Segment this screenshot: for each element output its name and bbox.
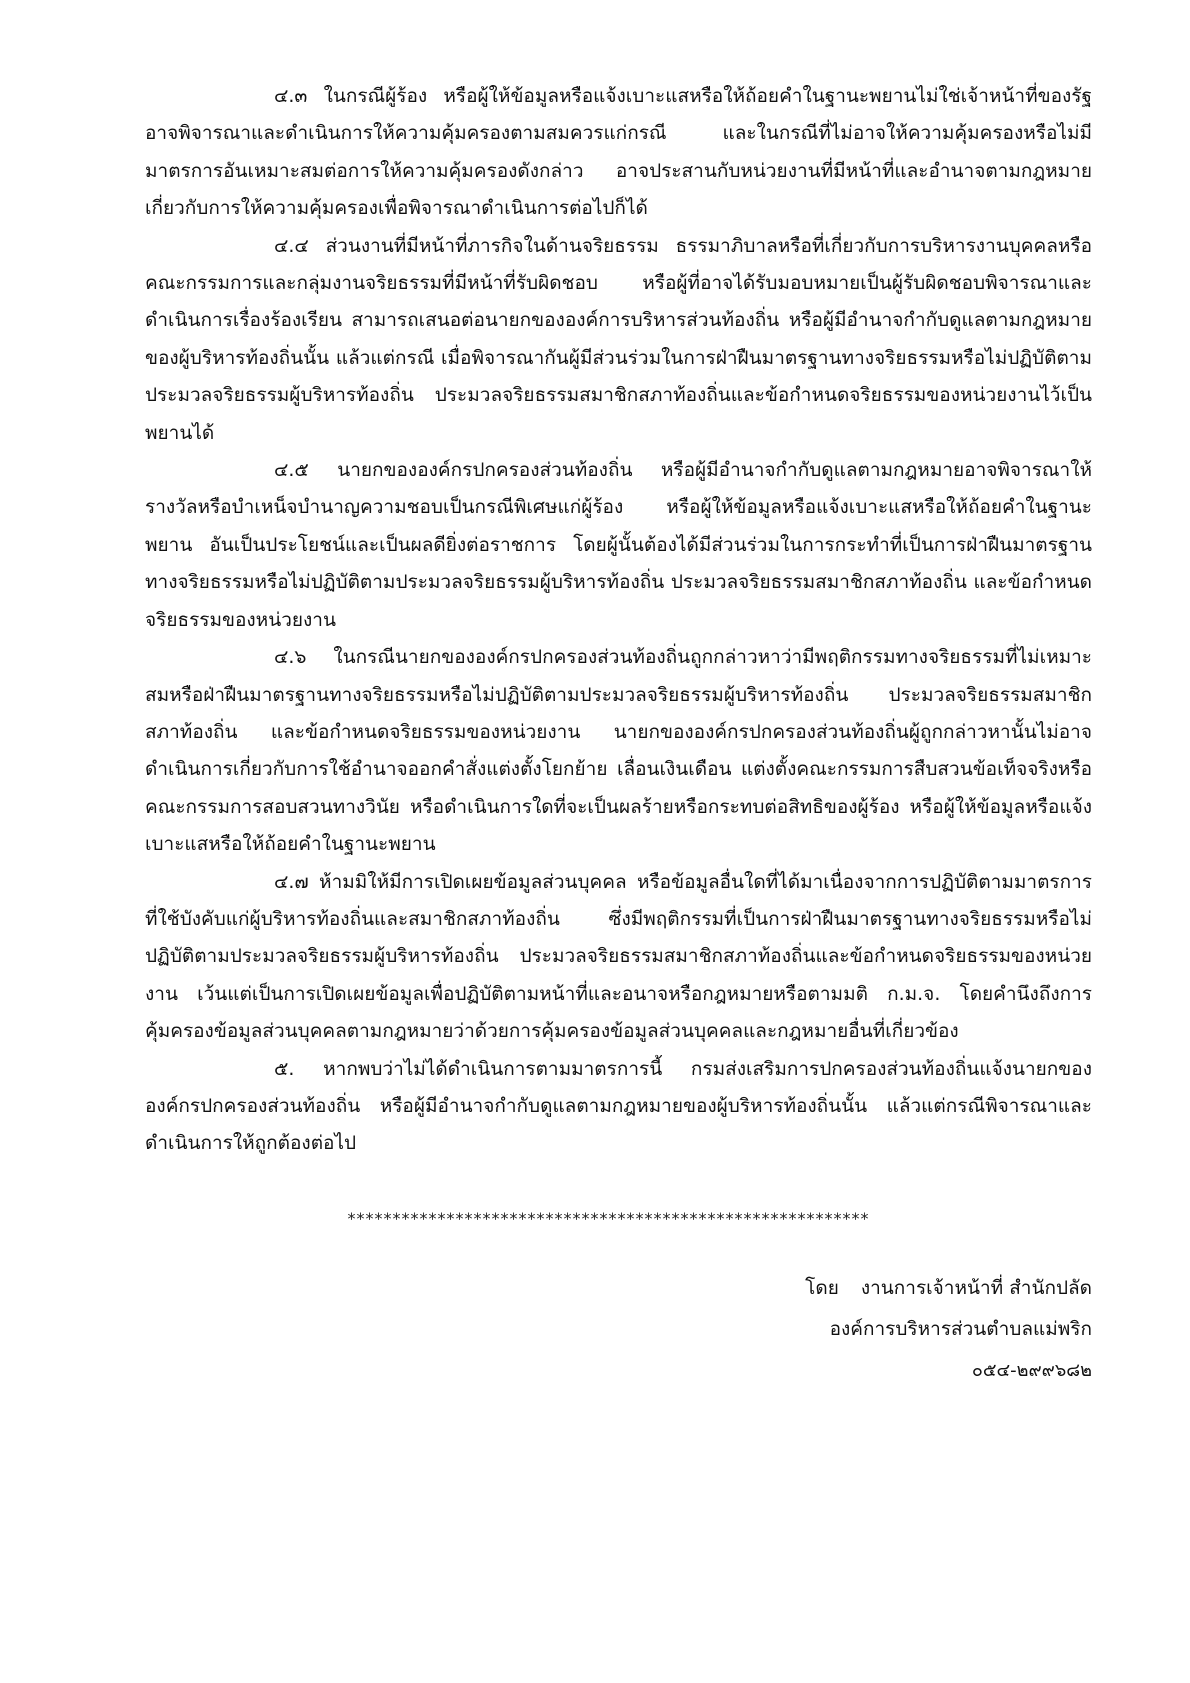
by-label: โดย: [805, 1276, 839, 1299]
paragraph-4-3: ๔.๓ ในกรณีผู้ร้อง หรือผู้ให้ข้อมูลหรือแจ้งเบาะแสหรือให้ถ้อยคำในฐานะพยานไม่ใช่เจ้าหน้าที่ของรัฐ อาจพิจารณาและดำเนินการให้ความคุ้มครองตามสมควรแก่กรณี และในกรณีที่ไม่อาจให้ความคุ้มครองหรือไม่มีมาตรการอันเหมาะสมต่อการให้ความคุ้มครองดังกล่าว อาจประสานกับหน่วยงานที่มีหน้าที่และอำนาจตามกฎหมายเกี่ยวกับการให้ความคุ้มครองเพื่อพิจารณาดำเนินการต่อไปก็ได้: [145, 85, 1092, 220]
document-page: [145, 78, 1092, 1391]
department-name: งานการเจ้าหน้าที่ สำนักปลัด: [860, 1276, 1092, 1299]
signature-block: [145, 1268, 1092, 1391]
paragraph-4-7: ๔.๗ ห้ามมิให้มีการเปิดเผยข้อมูลส่วนบุคคล หรือข้อมูลอื่นใดที่ได้มาเนื่องจากการปฏิบัติตามมาตรการที่ใช้บังคับแก่ผู้บริหารท้องถิ่นและสมาชิกสภาท้องถิ่น ซึ่งมีพฤติกรรมที่เป็นการฝ่าฝืนมาตรฐานทางจริยธรรมหรือไม่ปฏิบัติตามประมวลจริยธรรมผู้บริหารท้องถิ่น ประมวลจริยธรรมสมาชิกสภาท้องถิ่นและข้อกำหนดจริยธรรมของหน่วยงาน เว้นแต่เป็นการเปิดเผยข้อมูลเพื่อปฏิบัติตามหน้าที่และอนาจหรือกฎหมายหรือตามมติ ก.ม.จ. โดยคำนึงถึงการคุ้มครองข้อมูลส่วนบุคคลตามกฎหมายว่าด้วยการคุ้มครองข้อมูลส่วนบุคคลและกฎหมายอื่นที่เกี่ยวข้อง: [145, 870, 1092, 1043]
phone-number: ๐๕๔-๒๙๙๖๘๒: [971, 1359, 1092, 1381]
signature-by-line: [145, 1268, 1092, 1309]
paragraph-5: ๕. หากพบว่าไม่ได้ดำเนินการตามมาตรการนี้ กรมส่งเสริมการปกครองส่วนท้องถิ่นแจ้งนายกขององค์กรปกครองส่วนท้องถิ่น หรือผู้มีอำนาจกำกับดูแลตามกฎหมายของผู้บริหารท้องถิ่นนั้น แล้วแต่กรณีพิจารณาและดำเนินการให้ถูกต้องต่อไป: [145, 1057, 1092, 1155]
paragraph-4-5: ๔.๕ นายกขององค์กรปกครองส่วนท้องถิ่น หรือผู้มีอำนาจกำกับดูแลตามกฎหมายอาจพิจารณาให้รางวัลหรือบำเหน็จบำนาญความชอบเป็นกรณีพิเศษแก่ผู้ร้อง หรือผู้ให้ข้อมูลหรือแจ้งเบาะแสหรือให้ถ้อยคำในฐานะพยาน อันเป็นประโยชน์และเป็นผลดียิ่งต่อราชการ โดยผู้นั้นต้องได้มีส่วนร่วมในการกระทำที่เป็นการฝ่าฝืนมาตรฐานทางจริยธรรมหรือไม่ปฏิบัติตามประมวลจริยธรรมผู้บริหารท้องถิ่น ประมวลจริยธรรมสมาชิกสภาท้องถิ่น และข้อกำหนดจริยธรรมของหน่วยงาน: [145, 459, 1092, 631]
separator-line: **********************************************************: [347, 1208, 870, 1228]
organization-name: องค์การบริหารส่วนตำบลแม่พริก: [829, 1317, 1092, 1340]
paragraph-4-4: ๔.๔ ส่วนงานที่มีหน้าที่ภารกิจในด้านจริยธรรม ธรรมาภิบาลหรือที่เกี่ยวกับการบริหารงานบุคคลหรือคณะกรรมการและกลุ่มงานจริยธรรมที่มีหน้าที่รับผิดชอบ หรือผู้ที่อาจได้รับมอบหมายเป็นผู้รับผิดชอบพิจารณาและดำเนินการเรื่องร้องเรียน สามารถเสนอต่อนายกขององค์การบริหารส่วนท้องถิ่น หรือผู้มีอำนาจกำกับดูแลตามกฎหมายของผู้บริหารท้องถิ่นนั้น แล้วแต่กรณี เมื่อพิจารณากันผู้มีส่วนร่วมในการฝ่าฝืนมาตรฐานทางจริยธรรมหรือไม่ปฏิบัติตามประมวลจริยธรรมผู้บริหารท้องถิ่น ประมวลจริยธรรมสมาชิกสภาท้องถิ่นและข้อกำหนดจริยธรรมของหน่วยงานไว้เป็นพยานได้: [145, 234, 1092, 444]
paragraph-4-6: ๔.๖ ในกรณีนายกขององค์กรปกครองส่วนท้องถิ่นถูกกล่าวหาว่ามีพฤติกรรมทางจริยธรรมที่ไม่เหมาะสมหรือฝ่าฝืนมาตรฐานทางจริยธรรมหรือไม่ปฏิบัติตามประมวลจริยธรรมผู้บริหารท้องถิ่น ประมวลจริยธรรมสมาชิกสภาท้องถิ่น และข้อกำหนดจริยธรรมของหน่วยงาน นายกขององค์กรปกครองส่วนท้องถิ่นผู้ถูกกล่าวหานั้นไม่อาจดำเนินการเกี่ยวกับการใช้อำนาจออกคำสั่งแต่งตั้งโยกย้าย เลื่อนเงินเดือน แต่งตั้งคณะกรรมการสืบสวนข้อเท็จจริงหรือคณะกรรมการสอบสวนทางวินัย หรือดำเนินการใดที่จะเป็นผลร้ายหรือกระทบต่อสิทธิของผู้ร้อง หรือผู้ให้ข้อมูลหรือแจ้งเบาะแสหรือให้ถ้อยคำในฐานะพยาน: [145, 646, 1092, 856]
